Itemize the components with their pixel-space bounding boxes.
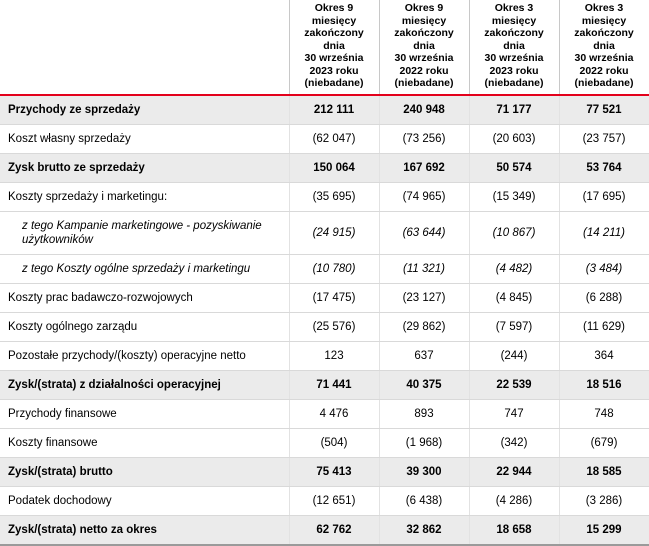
row-value: (1 968) [379,428,469,457]
row-value: 748 [559,399,649,428]
header-line: dnia [593,39,615,52]
row-value: (4 482) [469,254,559,283]
row-value: (3 286) [559,486,649,515]
row-value: 212 111 [289,95,379,125]
row-label: z tego Kampanie marketingowe - pozyskiwanie użytkowników [0,211,289,254]
header-line: (niebadane) [574,77,634,89]
header-cell-period-2 [379,0,469,95]
row-value: 4 476 [289,399,379,428]
row-label: Przychody finansowe [0,399,289,428]
row-value: 123 [289,341,379,370]
header-line: 2022 roku [399,64,449,77]
header-line: zakończony [484,27,544,39]
row-value: (6 288) [559,283,649,312]
row-value: (20 603) [469,124,559,153]
table-row [0,486,649,515]
row-value: 39 300 [379,457,469,486]
table-row [0,211,649,254]
table-row [0,399,649,428]
row-value: (4 845) [469,283,559,312]
header-line: 2023 roku [309,64,359,77]
table-body [0,95,649,545]
table-row [0,428,649,457]
row-value: (504) [289,428,379,457]
table-row [0,312,649,341]
header-line: zakończony [394,27,454,39]
row-value: 22 944 [469,457,559,486]
row-value: 240 948 [379,95,469,125]
header-line: zakończony [574,27,634,39]
row-value: (12 651) [289,486,379,515]
row-value: (74 965) [379,182,469,211]
header-line: 30 września [304,52,364,64]
header-line: Okres 9 [404,2,444,14]
header-line: dnia [323,39,345,52]
row-value: 150 064 [289,153,379,182]
header-line: 30 września [394,52,454,64]
row-value: 364 [559,341,649,370]
row-value: (10 867) [469,211,559,254]
row-value: 71 441 [289,370,379,399]
row-value: 18 585 [559,457,649,486]
table-row [0,153,649,182]
header-line: (niebadane) [394,77,454,89]
row-label: Podatek dochodowy [0,486,289,515]
row-value: (7 597) [469,312,559,341]
row-label: Zysk brutto ze sprzedaży [0,153,289,182]
table-row [0,515,649,545]
header-line: (niebadane) [304,77,364,89]
header-line: dnia [503,39,525,52]
row-value: 18 658 [469,515,559,545]
row-label: Koszty prac badawczo-rozwojowych [0,283,289,312]
header-cell-label [0,0,289,95]
row-value: (17 695) [559,182,649,211]
row-label: Przychody ze sprzedaży [0,95,289,125]
row-label: z tego Koszty ogólne sprzedaży i marketingu [0,254,289,283]
header-line: (niebadane) [484,77,544,89]
header-line: 30 września [574,52,634,64]
row-value: 71 177 [469,95,559,125]
row-value: (73 256) [379,124,469,153]
table-row [0,341,649,370]
row-label: Koszty sprzedaży i marketingu: [0,182,289,211]
row-value: (4 286) [469,486,559,515]
row-value: (342) [469,428,559,457]
row-value: (11 321) [379,254,469,283]
table-row [0,283,649,312]
row-value: 167 692 [379,153,469,182]
row-label: Zysk/(strata) netto za okres [0,515,289,545]
row-label: Zysk/(strata) z działalności operacyjnej [0,370,289,399]
table-row [0,95,649,125]
row-value: (11 629) [559,312,649,341]
row-value: 18 516 [559,370,649,399]
header-cell-period-1 [289,0,379,95]
header-line: Okres 9 [314,2,354,14]
row-value: 50 574 [469,153,559,182]
row-value: (3 484) [559,254,649,283]
row-value: 75 413 [289,457,379,486]
header-line: Okres 3 [584,2,624,14]
table-header-row [0,0,649,95]
row-value: (35 695) [289,182,379,211]
table-row [0,124,649,153]
header-line: dnia [413,39,435,52]
header-line: 30 września [484,52,544,64]
row-label: Koszty ogólnego zarządu [0,312,289,341]
row-value: (29 862) [379,312,469,341]
header-line: miesięcy [311,14,357,27]
row-value: 62 762 [289,515,379,545]
header-line: miesięcy [401,14,447,27]
row-value: 77 521 [559,95,649,125]
row-label: Koszt własny sprzedaży [0,124,289,153]
header-cell-period-4 [559,0,649,95]
row-value: (62 047) [289,124,379,153]
row-value: (14 211) [559,211,649,254]
row-label: Zysk/(strata) brutto [0,457,289,486]
row-value: 53 764 [559,153,649,182]
header-line: Okres 3 [494,2,534,14]
row-value: (17 475) [289,283,379,312]
row-value: (63 644) [379,211,469,254]
table-header [0,0,649,95]
row-value: 747 [469,399,559,428]
row-value: 40 375 [379,370,469,399]
row-value: (25 576) [289,312,379,341]
row-value: 637 [379,341,469,370]
row-label: Koszty finansowe [0,428,289,457]
header-cell-period-3 [469,0,559,95]
table-row [0,370,649,399]
row-value: (23 127) [379,283,469,312]
header-line: zakończony [304,27,364,39]
header-line: 2022 roku [579,64,629,77]
row-value: (23 757) [559,124,649,153]
row-value: (679) [559,428,649,457]
row-value: 22 539 [469,370,559,399]
table-row [0,182,649,211]
row-value: (24 915) [289,211,379,254]
header-line: miesięcy [491,14,537,27]
row-value: (10 780) [289,254,379,283]
header-line: miesięcy [581,14,627,27]
row-value: 893 [379,399,469,428]
row-value: (15 349) [469,182,559,211]
row-value: 15 299 [559,515,649,545]
row-value: 32 862 [379,515,469,545]
row-value: (6 438) [379,486,469,515]
header-line: 2023 roku [489,64,539,77]
row-label: Pozostałe przychody/(koszty) operacyjne netto [0,341,289,370]
table-row [0,457,649,486]
row-value: (244) [469,341,559,370]
table-row [0,254,649,283]
